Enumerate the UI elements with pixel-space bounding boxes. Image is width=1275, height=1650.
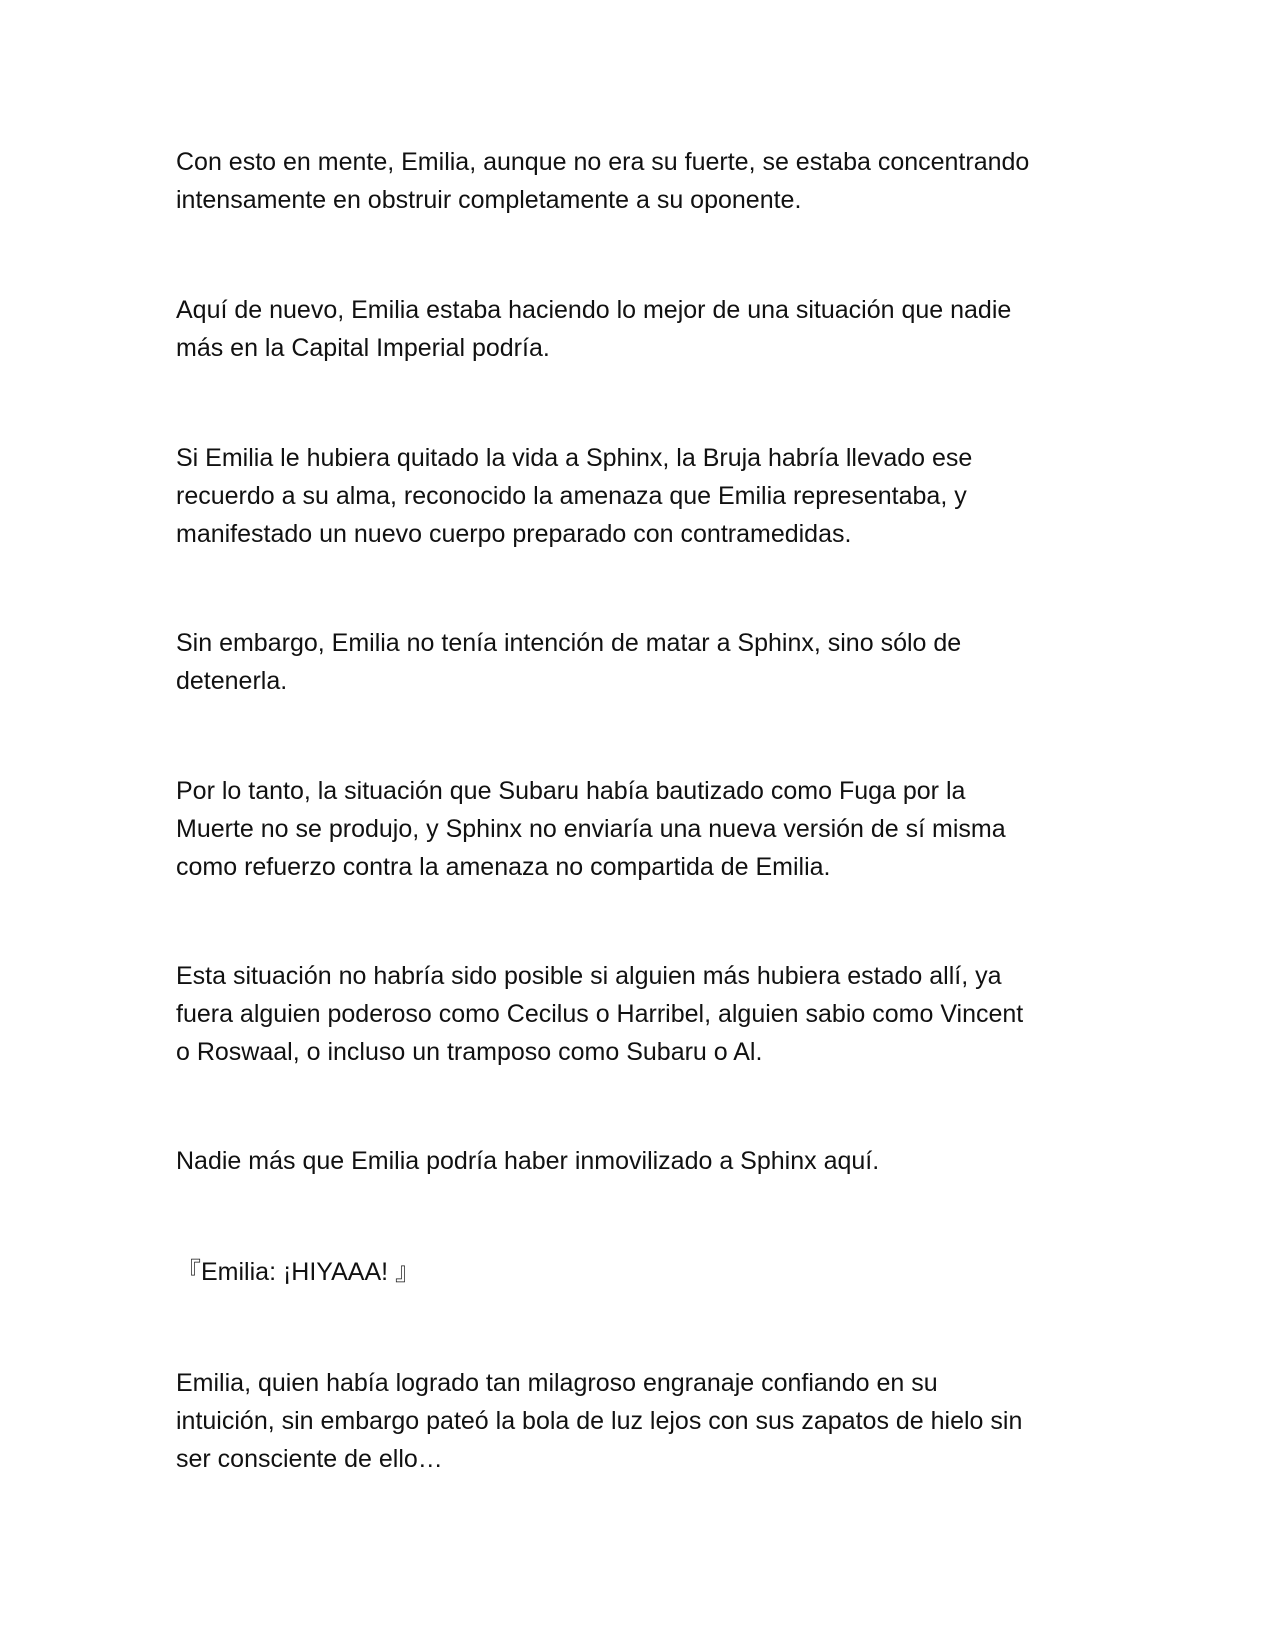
paragraph-4 (176, 624, 1096, 700)
paragraph-line: fuera alguien poderoso como Cecilus o Harribel, alguien sabio como Vincent (176, 1000, 1024, 1028)
paragraph-3 (176, 439, 1096, 553)
paragraph-line: Muerte no se produjo, y Sphinx no enviaría una nueva versión de sí misma (176, 815, 1006, 843)
paragraph-line: Si Emilia le hubiera quitado la vida a Sphinx, la Bruja habría llevado ese (176, 444, 973, 472)
paragraph-2 (176, 291, 1096, 367)
paragraph-line: ser consciente de ello… (176, 1445, 443, 1473)
paragraph-line: más en la Capital Imperial podría. (176, 334, 550, 362)
paragraph-line: Sin embargo, Emilia no tenía intención de matar a Sphinx, sino sólo de (176, 629, 962, 657)
paragraph-5 (176, 772, 1096, 886)
paragraph-line: Con esto en mente, Emilia, aunque no era su fuerte, se estaba concentrando (176, 148, 1030, 176)
paragraph-line: Emilia, quien había logrado tan milagroso engranaje confiando en su (176, 1369, 938, 1397)
paragraph-6 (176, 957, 1096, 1071)
paragraph-7 (176, 1142, 1096, 1180)
dialogue-line (176, 1253, 1096, 1291)
paragraph-line: Nadie más que Emilia podría haber inmovilizado a Sphinx aquí. (176, 1147, 880, 1175)
paragraph-line: intensamente en obstruir completamente a su oponente. (176, 186, 802, 214)
paragraph-line: como refuerzo contra la amenaza no compartida de Emilia. (176, 853, 831, 881)
paragraph-line: manifestado un nuevo cuerpo preparado con contramedidas. (176, 520, 852, 548)
paragraph-line: detenerla. (176, 667, 288, 695)
paragraph-line: Por lo tanto, la situación que Subaru había bautizado como Fuga por la (176, 777, 966, 805)
paragraph-1 (176, 143, 1096, 219)
paragraph-line: 『Emilia: ¡HIYAAA! 』 (176, 1258, 421, 1286)
paragraph-line: recuerdo a su alma, reconocido la amenaza que Emilia representaba, y (176, 482, 967, 510)
paragraph-9 (176, 1364, 1096, 1478)
paragraph-line: o Roswaal, o incluso un tramposo como Subaru o Al. (176, 1038, 763, 1066)
paragraph-line: Esta situación no habría sido posible si alguien más hubiera estado allí, ya (176, 962, 1002, 990)
paragraph-line: intuición, sin embargo pateó la bola de luz lejos con sus zapatos de hielo sin (176, 1407, 1023, 1435)
paragraph-line: Aquí de nuevo, Emilia estaba haciendo lo mejor de una situación que nadie (176, 296, 1012, 324)
